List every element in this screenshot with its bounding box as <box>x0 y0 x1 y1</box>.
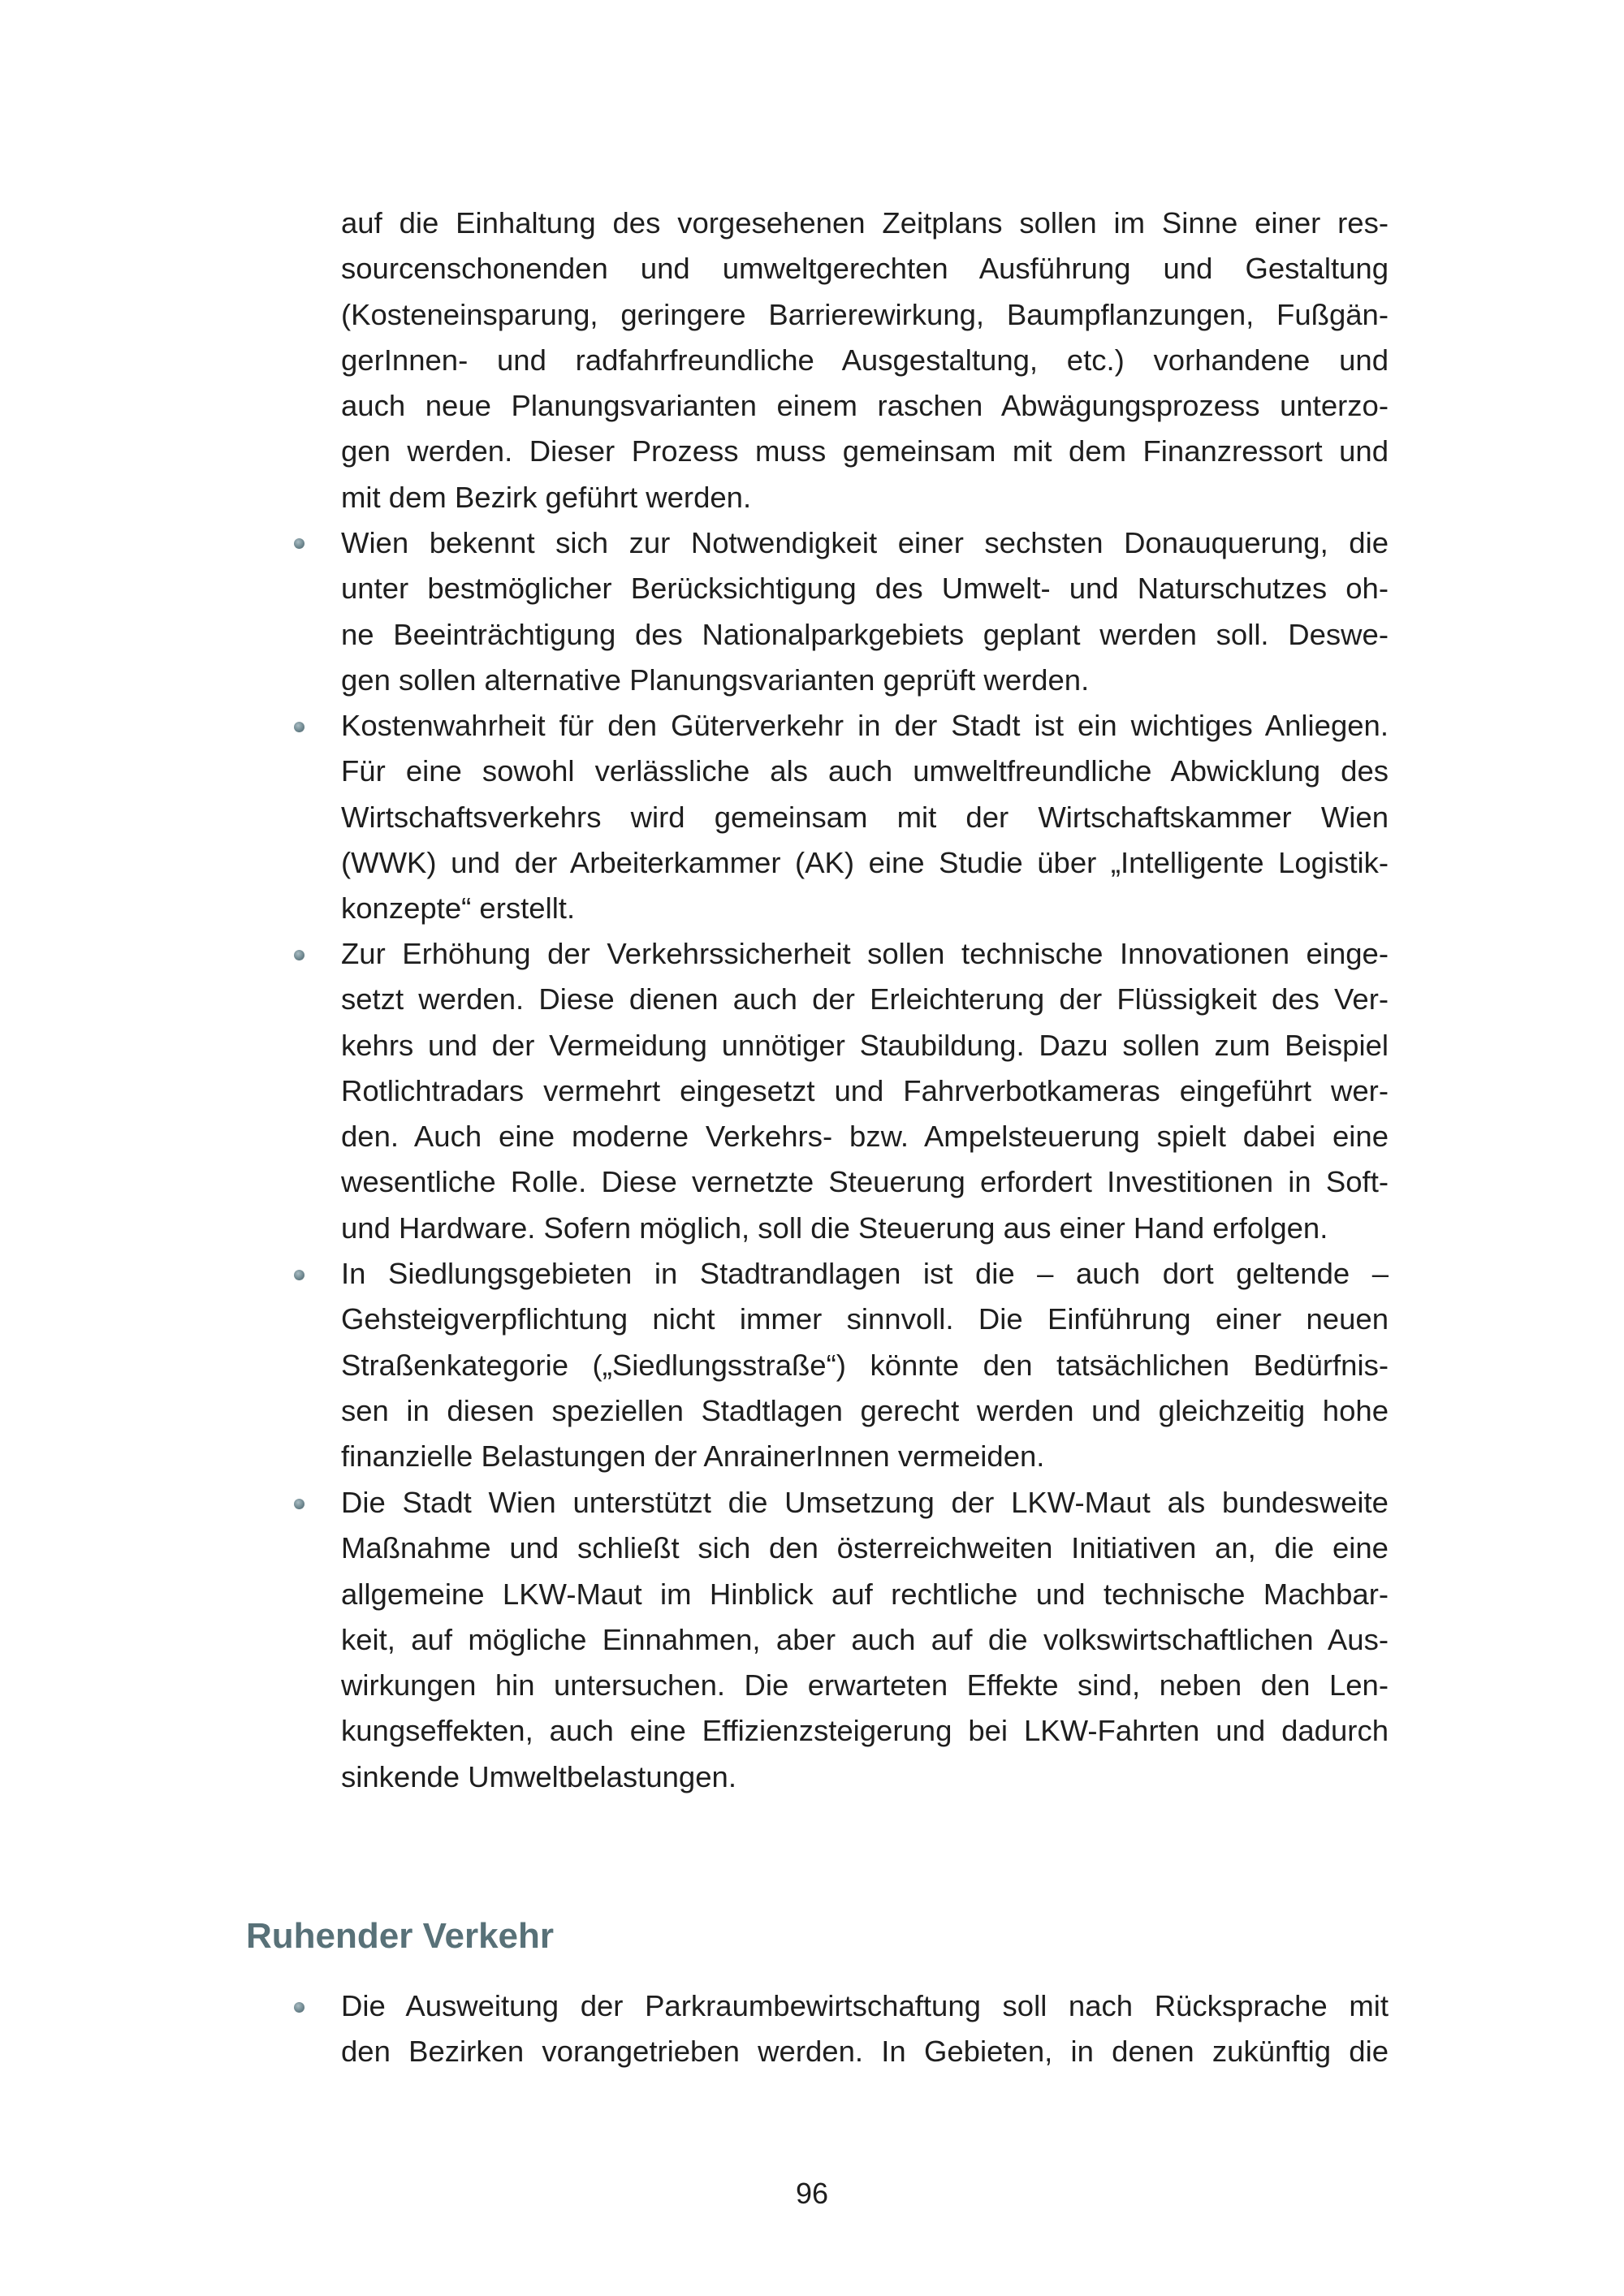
text-line: Gehsteigverpflichtung nicht immer sinnvoll. Die Einführung einer neuen <box>341 1302 1389 1336</box>
text-line: unter bestmöglicher Berücksichtigung des Umwelt- und Naturschutzes oh- <box>341 572 1389 606</box>
text-line: wesentliche Rolle. Diese vernetzte Steuerung erfordert Investitionen in Soft- <box>341 1165 1389 1199</box>
text-line: sen in diesen speziellen Stadtlagen gerecht werden und gleichzeitig hohe <box>341 1393 1389 1427</box>
text-line: auch neue Planungsvarianten einem raschen Abwägungsprozess unterzo- <box>341 389 1389 423</box>
text-line: Maßnahme und schließt sich den österreichweiten Initiativen an, die eine <box>341 1531 1389 1565</box>
text-line: (WWK) und der Arbeiterkammer (AK) eine Studie über „Intelligente Logistik- <box>341 845 1389 879</box>
bullet-icon <box>294 538 304 549</box>
section-heading: Ruhender Verkehr <box>246 1916 555 1956</box>
bullet-item-parkraumbewirtschaftung <box>341 1983 1389 2075</box>
text-line: wirkungen hin untersuchen. Die erwarteten Effekte sind, neben den Len- <box>341 1668 1389 1703</box>
text-line: den Bezirken vorangetrieben werden. In Gebieten, in denen zukünftig die <box>341 2035 1389 2069</box>
text-line: Rotlichtradars vermehrt eingesetzt und Fahrverbotkameras eingeführt wer- <box>341 1073 1389 1107</box>
text-line: Wirtschaftsverkehrs wird gemeinsam mit der Wirtschaftskammer Wien <box>341 800 1389 834</box>
text-line: Zur Erhöhung der Verkehrssicherheit sollen technische Innovationen einge- <box>341 937 1389 970</box>
bullet-item-donauquerung <box>341 520 1389 703</box>
text-line: kungseffekten, auch eine Effizienzsteigerung bei LKW-Fahrten und dadurch <box>341 1714 1389 1748</box>
text-line: Straßenkategorie („Siedlungsstraße“) könnte den tatsächlichen Bedürfnis- <box>341 1348 1389 1382</box>
text-line: Für eine sowohl verlässliche als auch umweltfreundliche Abwicklung des <box>341 754 1389 788</box>
bullet-icon <box>294 1499 304 1509</box>
bullet-item-gueterverkehr <box>341 703 1389 931</box>
text-line: gen sollen alternative Planungsvarianten geprüft werden. <box>341 662 1090 697</box>
text-line: auf die Einhaltung des vorgesehenen Zeitplans sollen im Sinne einer res- <box>341 206 1389 240</box>
text-line: Die Ausweitung der Parkraumbewirtschaftung soll nach Rücksprache mit <box>341 1989 1389 2022</box>
text-line: Kostenwahrheit für den Güterverkehr in der Stadt ist ein wichtiges Anliegen. <box>341 709 1389 742</box>
bullet-item-lkw-maut <box>341 1480 1389 1800</box>
bullet-icon <box>294 722 304 732</box>
text-line: finanzielle Belastungen der AnrainerInnen vermeiden. <box>341 1439 1045 1474</box>
text-line: sinkende Umweltbelastungen. <box>341 1759 736 1793</box>
text-line: kehrs und der Vermeidung unnötiger Staubildung. Dazu sollen zum Beispiel <box>341 1028 1389 1062</box>
bullet-item-siedlungsgebiete <box>341 1251 1389 1479</box>
bullet-icon <box>294 950 304 960</box>
text-line: keit, auf mögliche Einnahmen, aber auch auf die volkswirtschaftlichen Aus- <box>341 1622 1389 1656</box>
text-line: ne Beeinträchtigung des Nationalparkgebiets geplant werden soll. Deswe- <box>341 617 1389 651</box>
text-line: gen werden. Dieser Prozess muss gemeinsam mit dem Finanzressort und <box>341 434 1389 468</box>
text-line: (Kosteneinsparung, geringere Barrierewirkung, Baumpflanzungen, Fußgän- <box>341 297 1389 331</box>
page-number: 96 <box>795 2177 829 2210</box>
bullet-icon <box>294 2002 304 2013</box>
text-line: sourcenschonenden und umweltgerechten Ausführung und Gestaltung <box>341 252 1389 286</box>
text-line: In Siedlungsgebieten in Stadtrandlagen ist die – auch dort geltende – <box>341 1257 1389 1290</box>
text-line: Die Stadt Wien unterstützt die Umsetzung der LKW-Maut als bundesweite <box>341 1486 1389 1519</box>
text-line: und Hardware. Sofern möglich, soll die Steuerung aus einer Hand erfolgen. <box>341 1211 1328 1245</box>
text-line: Wien bekennt sich zur Notwendigkeit einer sechsten Donauquerung, die <box>341 526 1389 559</box>
text-line: gerInnen- und radfahrfreundliche Ausgestaltung, etc.) vorhandene und <box>341 343 1389 377</box>
text-line: setzt werden. Diese dienen auch der Erleichterung der Flüssigkeit des Ver- <box>341 982 1389 1016</box>
bullet-icon <box>294 1270 304 1280</box>
text-line: allgemeine LKW-Maut im Hinblick auf rechtliche und technische Machbar- <box>341 1577 1389 1611</box>
text-line: den. Auch eine moderne Verkehrs- bzw. Ampelsteuerung spielt dabei eine <box>341 1120 1389 1154</box>
bullet-item-verkehrssicherheit <box>341 931 1389 1251</box>
paragraph-continuation <box>341 201 1389 520</box>
text-line: mit dem Bezirk geführt werden. <box>341 480 752 514</box>
text-line: konzepte“ erstellt. <box>341 891 576 926</box>
